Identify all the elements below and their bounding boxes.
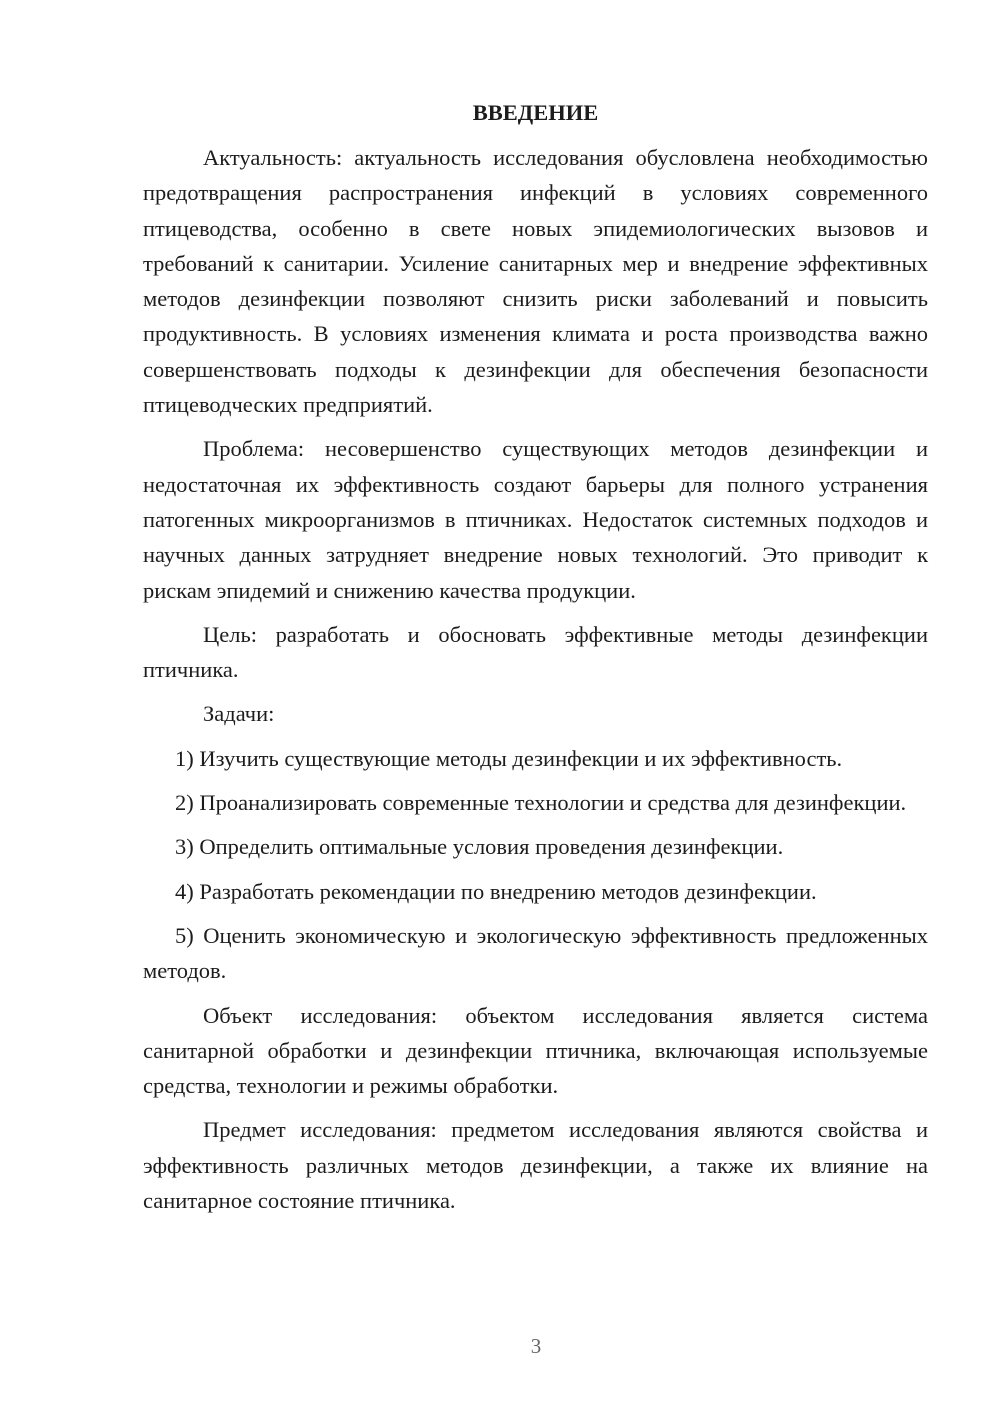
task-item-5: 5) Оценить экономическую и экологическую эффективность предложенных методов. <box>143 922 928 984</box>
task-item-4: 4) Разработать рекомендации по внедрению методов дезинфекции. <box>175 878 817 904</box>
paragraph-goal: Цель: разработать и обосновать эффективные методы дезинфекции птичника. <box>143 621 928 683</box>
paragraph-actuality: Актуальность: актуальность исследования обусловлена необходимостью предотвращения распространения инфекций в условиях современного птицеводства, особенно в свете новых эпидемиологических вызовов и требований к санитарии. Усиление санитарных мер и внедрение эффективных методов дезинфекции позволяют снизить риски заболеваний и повысить продуктивность. В условиях изменения климата и роста производства важно совершенствовать подходы к дезинфекции для обеспечения безопасности птицеводческих предприятий. <box>143 145 928 418</box>
task-item-1: 1) Изучить существующие методы дезинфекции и их эффективность. <box>175 745 843 771</box>
paragraph-subject: Предмет исследования: предметом исследования являются свойства и эффективность различных методов дезинфекции, а также их влияние на санитарное состояние птичника. <box>143 1117 928 1214</box>
task-item-2: 2) Проанализировать современные технологии и средства для дезинфекции. <box>175 790 907 816</box>
paragraph-object: Объект исследования: объектом исследования является система санитарной обработки и дезинфекции птичника, включающая используемые средства, технологии и режимы обработки. <box>143 1002 928 1099</box>
tasks-heading: Задачи: <box>203 701 275 727</box>
task-item-3: 3) Определить оптимальные условия проведения дезинфекции. <box>175 834 784 860</box>
document-page <box>143 95 928 1218</box>
paragraph-problem: Проблема: несовершенство существующих методов дезинфекции и недостаточная их эффективность создают барьеры для полного устранения патогенных микроорганизмов в птичниках. Недостаток системных подходов и научных данных затрудняет внедрение новых технологий. Это приводит к рискам эпидемий и снижению качества продукции. <box>143 436 928 603</box>
section-title: ВВЕДЕНИЕ <box>472 100 599 125</box>
page-number: 3 <box>530 1334 542 1358</box>
